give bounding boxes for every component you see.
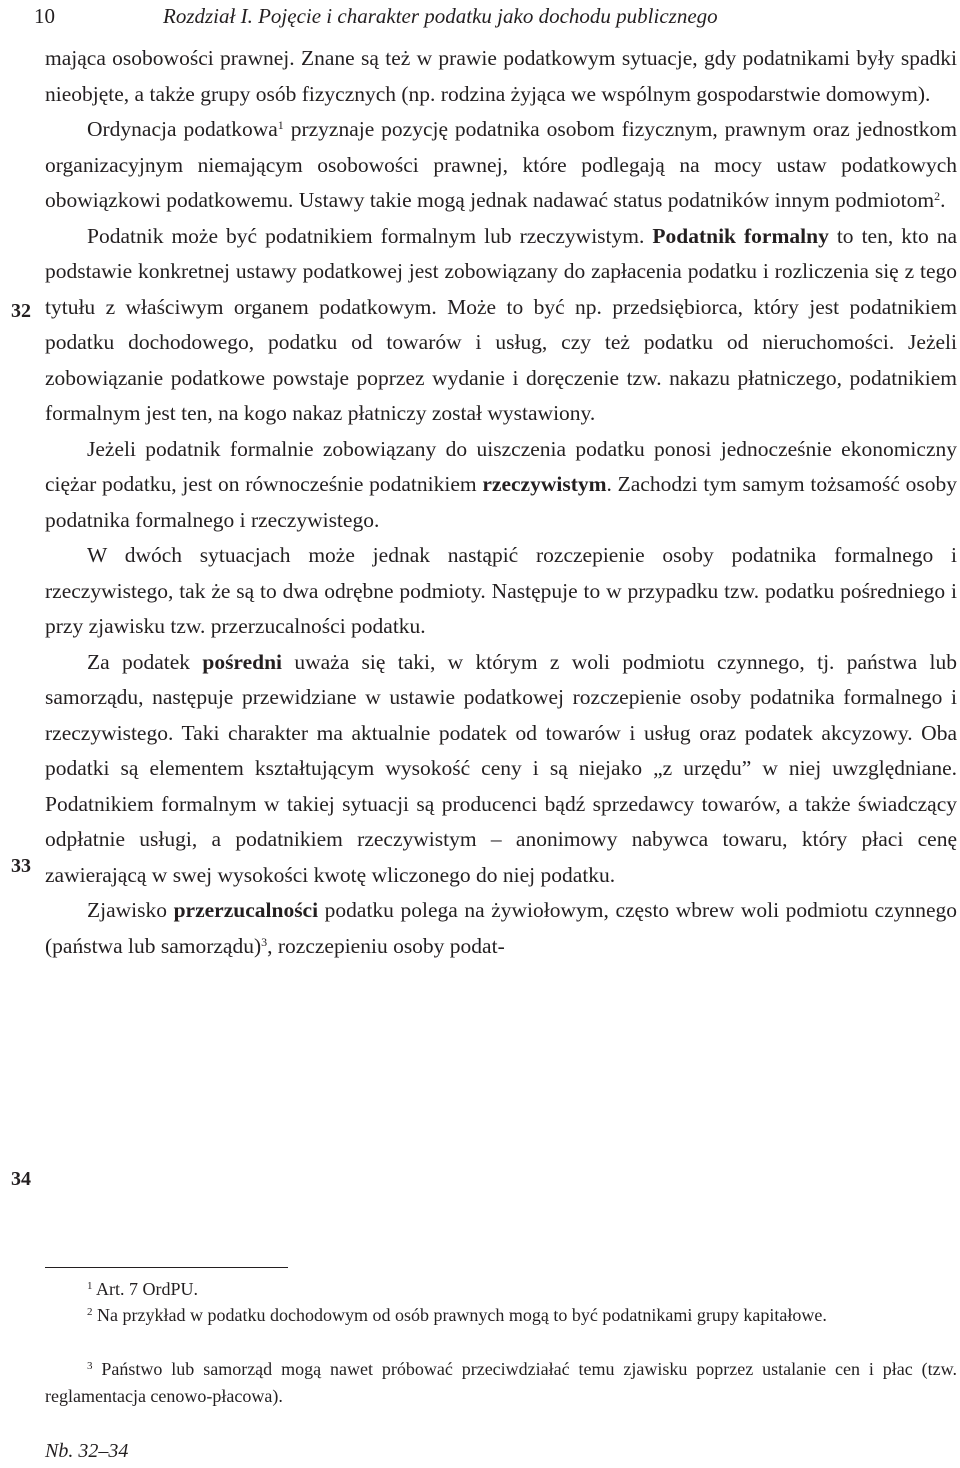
paragraph-6: Za podatek pośredni uważa się taki, w którym z woli podmiotu czynnego, tj. państwa lub samorządu, następuje przewidziane w ustawie podatkowej rozczepienie osoby podatnika formalnego i rzeczywistego. Taki charakter ma aktualnie podatek od towarów i usług oraz podatek akcyzowy. Oba podatki są elementem kształtującym wysokość ceny i są niejako „z urzędu” w niej uwzględniane. Podatnikiem formalnym w takiej sytuacji są producenci bądź sprzedawcy towarów, a także świadczący odpłatnie usługi, a podatnikiem rzeczywistym – anonimowy nabywca towaru, który płaci cenę zawierającą w swej wysokości kwotę wliczonego do niej podatku. (45, 649, 957, 887)
paragraph-3: Podatnik może być podatnikiem formalnym lub rzeczywistym. Podatnik formalny to ten, kto na podstawie konkretnej ustawy podatkowej jest zobowiązany do zapłacenia podatku i rozliczenia się z tego tytułu z właściwym organem podatkowym. Może to być np. przedsiębiorca, który jest podatnikiem podatku dochodowego, podatku od towarów i usług, czy też podatku od nieruchomości. Jeżeli zobowiązanie podatkowe powstaje poprzez wydanie i doręczenie tzw. nakazu płatniczego, podatnikiem formalnym jest ten, na kogo nakaz płatniczy został wystawiony. (45, 223, 957, 425)
chapter-title: Rozdział I. Pojęcie i charakter podatku jako dochodu publicznego (163, 4, 718, 28)
page-number: 10 (34, 4, 55, 28)
footer-margin-ref: Nb. 32–34 (45, 1440, 129, 1462)
paragraph-2: Ordynacja podatkowa$^1$ przyznaje pozycję podatnika osobom fizycznym, prawnym oraz jednostkom organizacyjnym niemającym osobowości prawnej, które podlegają na mocy ustaw podatkowych obowiązkowi podatkowemu. Ustawy takie mogą jednak nadawać status podatników innym podmiotom$^2$. (45, 117, 958, 212)
footnote-1: $^1$ Art. 7 OrdPU. (87, 1279, 199, 1299)
footnote-ref-2[interactable]: 2 (934, 189, 941, 203)
margin-number-34: 34 (11, 1168, 31, 1190)
body-text (45, 41, 957, 964)
paragraph-5: W dwóch sytuacjach może jednak nastąpić rozczepienie osoby podatnika formalnego i rzeczywistego, tak że są to dwa odrębne podmioty. Następuje to w przypadku tzw. podatku pośredniego i przy zjawisku tzw. przerzucalności podatku. (45, 543, 957, 638)
footnote-ref-3[interactable]: 3 (261, 934, 268, 949)
paragraph-7: Zjawisko przerzucalności podatku polega na żywiołowym, często wbrew woli podmiotu czynnego (państwa lub samorządu)$^3$, rozczepieniu osoby podat- (45, 898, 957, 958)
footnote-separator (45, 1267, 288, 1268)
footnote-2: $^2$ Na przykład w podatku dochodowym od osób prawnych mogą to być podatnikami grupy kapitałowe. (87, 1305, 827, 1325)
paragraph-4: Jeżeli podatnik formalnie zobowiązany do uiszczenia podatku ponosi jednocześnie ekonomiczny ciężar podatku, jest on równocześnie podatnikiem rzeczywistym. Zachodzi tym samym tożsamość osoby podatnika formalnego i rzeczywistego. (45, 436, 957, 532)
footnote-3: $^3$ Państwo lub samorząd mogą nawet próbować przeciwdziałać temu zjawisku poprzez ustalanie cen i płac (tzw. reglamentacja cenowo-płacowa). (45, 1359, 957, 1406)
paragraph-1: mająca osobowości prawnej. Znane są też w prawie podatkowym sytuacje, gdy podatnikami były spadki nieobjęte, a także grupy osób fizycznych (np. rodzina żyjąca we wspólnym gospodarstwie domowym). (45, 46, 957, 106)
term-rzeczywistym: rzeczywistym (482, 472, 607, 496)
term-przerzucalnosci: przerzucalności (173, 898, 319, 922)
footnote-ref-1[interactable]: 1 (277, 118, 284, 132)
term-podatnik-formalny: Podatnik formalny (652, 223, 829, 248)
margin-number-33: 33 (11, 855, 31, 877)
term-posredni: pośredni (202, 649, 283, 674)
margin-number-32: 32 (11, 300, 31, 322)
